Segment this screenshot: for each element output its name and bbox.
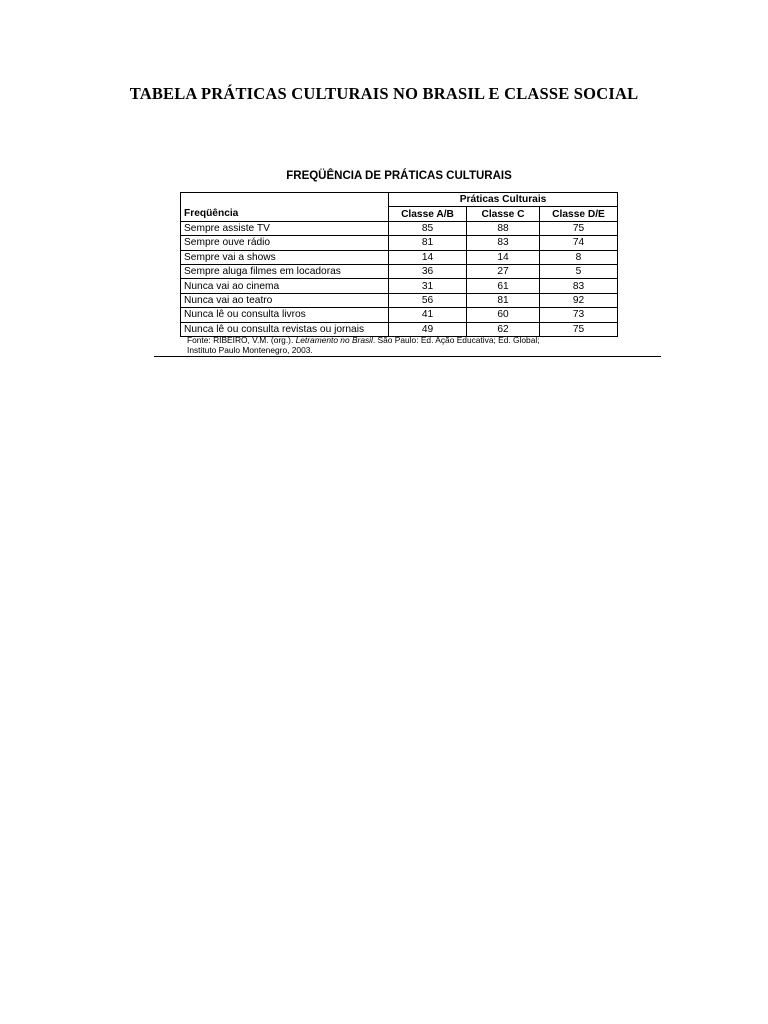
table-row — [181, 308, 618, 322]
cell-classe-de: 8 — [540, 250, 618, 264]
row-label: Nunca lê ou consulta revistas ou jornais — [181, 322, 389, 336]
cell-classe-de: 75 — [540, 221, 618, 235]
cell-classe-ab: 31 — [389, 279, 467, 293]
source-suffix: . São Paulo: Ed. Ação Educativa; Ed. Global; — [372, 335, 540, 345]
cell-classe-ab: 41 — [389, 308, 467, 322]
cell-classe-de: 73 — [540, 308, 618, 322]
cell-classe-ab: 36 — [389, 264, 467, 278]
cultural-practices-table — [180, 192, 618, 337]
cell-classe-de: 5 — [540, 264, 618, 278]
table-row — [181, 264, 618, 278]
cell-classe-c: 62 — [467, 322, 540, 336]
table-row — [181, 279, 618, 293]
cell-classe-de: 74 — [540, 236, 618, 250]
page-title: TABELA PRÁTICAS CULTURAIS NO BRASIL E CLASSE SOCIAL — [129, 84, 639, 103]
source-book-title: Letramento no Brasil — [295, 335, 373, 345]
source-citation — [187, 335, 617, 355]
row-label: Sempre assiste TV — [181, 221, 389, 235]
table-row — [181, 293, 618, 307]
column-header-classe-de: Classe D/E — [540, 207, 618, 221]
row-label: Sempre ouve rádio — [181, 236, 389, 250]
source-prefix: Fonte: RIBEIRO, V.M. (org.). — [187, 335, 296, 345]
table-row — [181, 250, 618, 264]
cell-classe-c: 60 — [467, 308, 540, 322]
cell-classe-ab: 56 — [389, 293, 467, 307]
column-header-classe-ab: Classe A/B — [389, 207, 467, 221]
source-line-1 — [187, 335, 617, 345]
cell-classe-c: 81 — [467, 293, 540, 307]
cell-classe-ab: 81 — [389, 236, 467, 250]
cell-classe-c: 14 — [467, 250, 540, 264]
row-label: Nunca vai ao cinema — [181, 279, 389, 293]
row-label: Sempre aluga filmes em locadoras — [181, 264, 389, 278]
group-header: Práticas Culturais — [389, 193, 618, 207]
cell-classe-c: 27 — [467, 264, 540, 278]
cell-classe-ab: 14 — [389, 250, 467, 264]
column-header-row — [181, 207, 618, 221]
table-row — [181, 221, 618, 235]
table-row — [181, 236, 618, 250]
column-header-frequencia: Freqüência — [181, 207, 389, 221]
cell-classe-de: 92 — [540, 293, 618, 307]
column-header-classe-c: Classe C — [467, 207, 540, 221]
horizontal-rule — [154, 356, 661, 357]
cell-classe-ab: 85 — [389, 221, 467, 235]
source-line-2: Instituto Paulo Montenegro, 2003. — [187, 345, 313, 355]
cell-classe-de: 75 — [540, 322, 618, 336]
row-label: Nunca vai ao teatro — [181, 293, 389, 307]
cell-classe-c: 88 — [467, 221, 540, 235]
row-label: Sempre vai a shows — [181, 250, 389, 264]
cell-classe-ab: 49 — [389, 322, 467, 336]
header-blank-cell — [181, 193, 389, 207]
row-label: Nunca lê ou consulta livros — [181, 308, 389, 322]
group-header-row — [181, 193, 618, 207]
cell-classe-c: 61 — [467, 279, 540, 293]
cell-classe-c: 83 — [467, 236, 540, 250]
table-heading: FREQÜÊNCIA DE PRÁTICAS CULTURAIS — [286, 170, 512, 182]
cell-classe-de: 83 — [540, 279, 618, 293]
